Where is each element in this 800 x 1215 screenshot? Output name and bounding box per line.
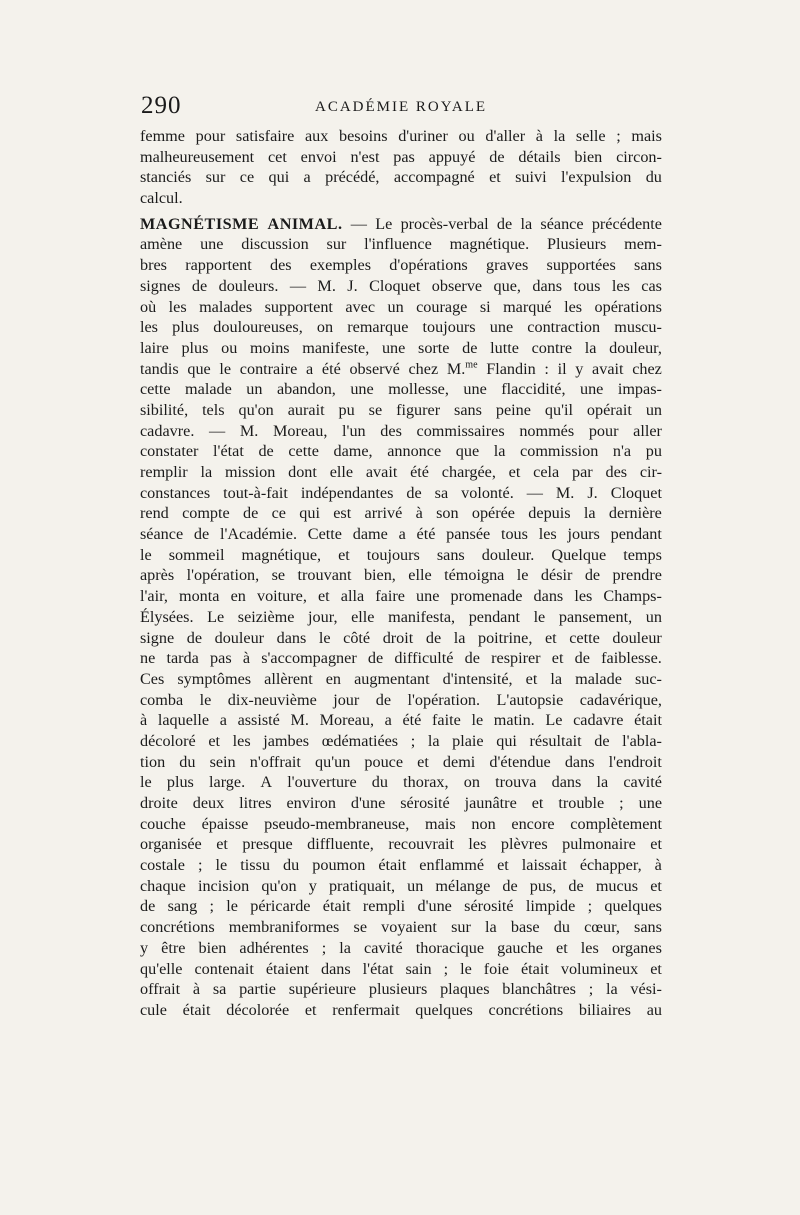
text-line: MAGNÉTISME ANIMAL. — Le procès-verbal de la séance précédente bbox=[140, 214, 662, 233]
text-line: cette malade un abandon, une mollesse, une flaccidité, une impas- bbox=[140, 380, 662, 399]
text-line: décoloré et les jambes œdématiées ; la plaie qui résultait de l'abla- bbox=[140, 731, 662, 750]
text-line: droite deux litres environ d'une sérosité jaunâtre et trouble ; une bbox=[140, 794, 662, 812]
text-line: couche épaisse pseudo-membraneuse, mais non encore complètement bbox=[140, 814, 662, 833]
text-line: de sang ; le péricarde était rempli d'une sérosité limpide ; quelques bbox=[140, 897, 662, 916]
body-text bbox=[140, 126, 662, 1021]
text-line: le plus large. A l'ouverture du thorax, on trouva dans la cavité bbox=[140, 773, 662, 792]
text-line: l'air, monta en voiture, et alla faire une promenade dans les Champs- bbox=[140, 587, 662, 606]
text-line: le sommeil magnétique, et toujours sans douleur. Quelque temps bbox=[140, 545, 662, 564]
text-line: constances tout-à-fait indépendantes de sa volonté. — M. J. Cloquet bbox=[140, 483, 662, 502]
text-line: organisée et presque diffluente, recouvrait les plèvres pulmonaire et bbox=[140, 835, 662, 854]
text-line: costale ; le tissu du poumon était enflammé et laissait échapper, à bbox=[140, 856, 662, 875]
text-line: après l'opération, se trouvant bien, elle témoigna le désir de prendre bbox=[140, 566, 662, 585]
text-line: Élysées. Le seizième jour, elle manifesta, pendant le pansement, un bbox=[140, 607, 662, 626]
text-line: calcul. bbox=[140, 189, 183, 208]
text-line: bres rapportent des exemples d'opérations graves supportées sans bbox=[140, 256, 662, 275]
text-line: remplir la mission dont elle avait été chargée, et cela par des cir- bbox=[140, 463, 662, 481]
text-line: tandis que le contraire a été observé chez M.$^{me}$ Flandin : il y avait chez bbox=[140, 359, 662, 378]
text-line: stanciés sur ce qui a précédé, accompagné et suivi l'expulsion du bbox=[140, 168, 662, 187]
text-line: à laquelle a assisté M. Moreau, a été faite le matin. Le cadavre était bbox=[140, 711, 662, 730]
text-line: qu'elle contenait étaient dans l'état sain ; le foie était volumineux et bbox=[140, 959, 662, 978]
text-line: offrait à sa partie supérieure plusieurs plaques blanchâtres ; la vési- bbox=[140, 980, 662, 999]
text-line: ne tarda pas à s'accompagner de difficulté de respirer et de faiblesse. bbox=[140, 649, 662, 668]
text-line: sibilité, tels qu'on aurait pu se figurer sans peine qu'il opérait un bbox=[140, 400, 662, 419]
text-line: les plus douloureuses, on remarque toujours une contraction muscu- bbox=[140, 318, 662, 337]
text-line: chaque incision qu'on y pratiquait, un mélange de pus, de mucus et bbox=[140, 876, 662, 895]
text-line: cadavre. — M. Moreau, l'un des commissaires nommés pour aller bbox=[140, 421, 662, 440]
running-head bbox=[141, 92, 659, 126]
text-line: laire plus ou moins manifeste, une sorte de lutte contre la douleur, bbox=[140, 338, 662, 357]
text-line: signes de douleurs. — M. J. Cloquet observe que, dans tous les cas bbox=[140, 276, 662, 295]
text-line: signe de douleur dans le côté droit de la poitrine, et cette douleur bbox=[140, 628, 662, 647]
text-line: où les malades supportent avec un courage si marqué les opérations bbox=[140, 297, 662, 316]
text-line: femme pour satisfaire aux besoins d'uriner ou d'aller à la selle ; mais bbox=[140, 127, 662, 145]
text-line: amène une discussion sur l'influence magnétique. Plusieurs mem- bbox=[140, 235, 662, 254]
text-line: cule était décolorée et renfermait quelques concrétions biliaires au bbox=[140, 1000, 662, 1019]
text-line: tion du sein n'offrait qu'un pouce et demi d'étendue dans l'endroit bbox=[140, 752, 662, 771]
page-number: 290 bbox=[141, 92, 182, 119]
text-line: concrétions membraniformes se voyaient sur la base du cœur, sans bbox=[140, 918, 662, 937]
text-line: constater l'état de cette dame, annonce que la commission n'a pu bbox=[140, 442, 662, 461]
text-line: malheureusement cet envoi n'est pas appuyé de détails bien circon- bbox=[140, 147, 662, 166]
text-line: Ces symptômes allèrent en augmentant d'intensité, et la malade suc- bbox=[140, 669, 662, 688]
text-line: rend compte de ce qui est arrivé à son opérée depuis la dernière bbox=[140, 504, 662, 523]
text-line: y être bien adhérentes ; la cavité thoracique gauche et les organes bbox=[140, 938, 662, 957]
text-line: séance de l'Académie. Cette dame a été pansée tous les jours pendant bbox=[140, 525, 662, 544]
text-line: comba le dix-neuvième jour de l'opération. L'autopsie cadavérique, bbox=[140, 690, 662, 709]
running-title: ACADÉMIE ROYALE bbox=[315, 99, 488, 115]
